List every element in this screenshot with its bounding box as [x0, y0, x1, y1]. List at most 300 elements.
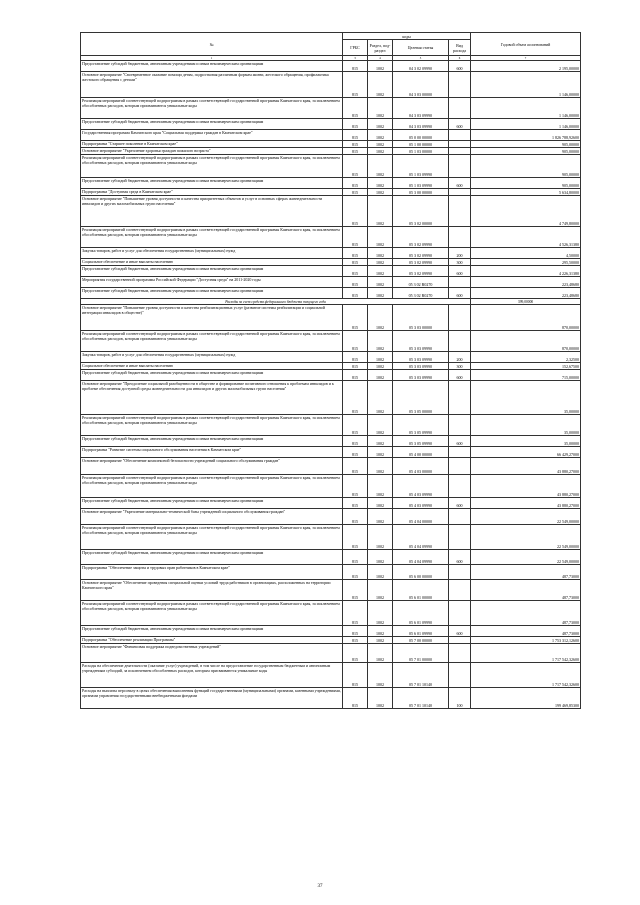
vid-cell [449, 509, 471, 525]
amount-cell: 4 526,31380 [471, 227, 581, 248]
table-row [81, 72, 581, 98]
amount-cell: 1 717 542,32600 [471, 663, 581, 688]
name-cell: Подпрограмма "Обеспечение реализации Программы" [81, 637, 343, 644]
target-cell: 05 0 00 00000 [393, 130, 449, 141]
table-row [81, 155, 581, 178]
razdel-cell: 1002 [368, 580, 393, 601]
table-row [81, 580, 581, 601]
razdel-cell: 1002 [368, 259, 393, 266]
razdel-cell: 1002 [368, 130, 393, 141]
header-num: 1 [81, 56, 343, 61]
table-row [81, 331, 581, 352]
amount-cell: 66 429,27000 [471, 447, 581, 458]
target-cell: 05 7 01 10140 [393, 663, 449, 688]
table-row [81, 141, 581, 148]
target-cell: 05 4 03 09990 [393, 498, 449, 509]
grbs-cell: 815 [343, 436, 368, 447]
amount-cell: 152,67500 [471, 363, 581, 370]
table-row [81, 288, 581, 299]
header-codes: коды [343, 33, 471, 40]
amount-cell: 35,00000 [471, 436, 581, 447]
grbs-cell: 815 [343, 248, 368, 259]
table-row [81, 148, 581, 155]
amount-cell: 223,48680 [471, 288, 581, 299]
amount-cell: 870,00000 [471, 305, 581, 331]
name-cell: Предоставление субсидий бюджетным, автономным учреждениям и иным некоммерческим организациям [81, 61, 343, 72]
vid-cell [449, 277, 471, 288]
amount-cell: 905,00000 [471, 155, 581, 178]
amount-cell: 905,00000 [471, 141, 581, 148]
name-cell: Предоставление субсидий бюджетным, автономным учреждениям и иным некоммерческим организациям [81, 266, 343, 277]
razdel-cell: 1002 [368, 72, 393, 98]
name-cell: Основное мероприятие "Преодоление социальной разобщенности в обществе и формирование позитивного отношения к проблемам инвалидов и к проблеме обеспечения доступной среды жизнедеятельности для инвалидов и других маломобильных групп населения" [81, 381, 343, 415]
table-row [81, 370, 581, 381]
name-cell: Подпрограмма "Обеспечение защиты и трудовых прав работников в Камчатском крае" [81, 565, 343, 580]
vid-cell [449, 381, 471, 415]
razdel-cell: 1002 [368, 475, 393, 498]
table-row [81, 436, 581, 447]
razdel-cell: 1002 [368, 565, 393, 580]
target-cell: 05 4 04 09990 [393, 550, 449, 565]
target-cell: 05 6 00 00000 [393, 565, 449, 580]
grbs-cell: 815 [343, 498, 368, 509]
target-cell: 05 3 03 00000 [393, 305, 449, 331]
razdel-cell: 1002 [368, 601, 393, 626]
name-cell: Основное мероприятие "Повышение уровня доступности и качества реабилитационных услуг (развитие системы реабилитации и социальной интеграции инвалидов в обществе)" [81, 305, 343, 331]
name-cell: Основное мероприятие "Укрепление здоровья граждан пожилого возраста" [81, 148, 343, 155]
table-row [81, 98, 581, 119]
razdel-cell: 1002 [368, 119, 393, 130]
target-cell: 05 3 03 09990 [393, 363, 449, 370]
razdel-cell: 1002 [368, 288, 393, 299]
target-cell: 05 1 03 09990 [393, 155, 449, 178]
grbs-cell: 815 [343, 644, 368, 663]
table-row [81, 447, 581, 458]
header-grbs: ГРБС [343, 40, 368, 56]
razdel-cell: 1002 [368, 148, 393, 155]
name-cell: Закупка товаров, работ и услуг для обеспечения государственных (муниципальных) нужд [81, 352, 343, 363]
target-cell: 05 3 03 09990 [393, 352, 449, 363]
amount-cell: 1 717 542,32600 [471, 644, 581, 663]
table-row [81, 601, 581, 626]
vid-cell: 100 [449, 688, 471, 709]
grbs-cell: 815 [343, 637, 368, 644]
name-cell: Расходы на выплаты персоналу в целях обеспечения выполнения функций государственными (муниципальными) органами, казенными учреждениями, органами управления государственными внебюджетными фондами [81, 688, 343, 709]
razdel-cell: 1002 [368, 626, 393, 637]
vid-cell [449, 155, 471, 178]
name-cell: Расходы на обеспечение деятельности (оказание услуг) учреждений, в том числе на предоставление государственным бюджетным и автономным учреждениям субсидий, за исключением обособленных расходов, которым присваиваются уникальные коды [81, 663, 343, 688]
razdel-cell: 1002 [368, 277, 393, 288]
table-row [81, 363, 581, 370]
amount-cell: 2,32500 [471, 352, 581, 363]
target-cell: 05 7 00 00000 [393, 637, 449, 644]
grbs-cell: 815 [343, 688, 368, 709]
table-row [81, 277, 581, 288]
amount-cell: 43 880,27000 [471, 458, 581, 475]
name-cell: Основное мероприятие "Финансовая поддержка подведомственных учреждений" [81, 644, 343, 663]
amount-cell: 199 469,85300 [471, 688, 581, 709]
razdel-cell: 1002 [368, 498, 393, 509]
vid-cell: 600 [449, 61, 471, 72]
target-cell: 05 4 04 09990 [393, 525, 449, 550]
grbs-cell: 815 [343, 458, 368, 475]
vid-cell: 600 [449, 370, 471, 381]
razdel-cell: 1002 [368, 266, 393, 277]
amount-cell: 4 749,80000 [471, 196, 581, 227]
vid-cell [449, 98, 471, 119]
vid-cell: 600 [449, 178, 471, 189]
grbs-cell: 815 [343, 259, 368, 266]
grbs-cell: 815 [343, 565, 368, 580]
target-cell: 05 1 03 00000 [393, 148, 449, 155]
target-cell: 04 3 02 09990 [393, 61, 449, 72]
target-cell: 05 3 02 09990 [393, 266, 449, 277]
target-cell: 05 3 03 09990 [393, 331, 449, 352]
name-cell: Реализация мероприятий соответствующей подпрограммы в рамках соответствующей государственной программы Камчатского края, за исключением обособленных расходов, которым присваиваются уникальные коды [81, 155, 343, 178]
target-cell: 05 7 01 00000 [393, 644, 449, 663]
vid-cell [449, 565, 471, 580]
grbs-cell: 815 [343, 98, 368, 119]
amount-cell: 487,73000 [471, 565, 581, 580]
table-row [81, 565, 581, 580]
razdel-cell: 1002 [368, 663, 393, 688]
table-row [81, 119, 581, 130]
table-row [81, 525, 581, 550]
razdel-cell: 1002 [368, 227, 393, 248]
grbs-cell: 815 [343, 525, 368, 550]
header-num: 4 [368, 56, 393, 61]
target-cell: 04 3 03 09990 [393, 98, 449, 119]
vid-cell [449, 305, 471, 331]
vid-cell: 300 [449, 259, 471, 266]
grbs-cell: 815 [343, 331, 368, 352]
vid-cell: 600 [449, 436, 471, 447]
target-cell: 05 3 02 R0270 [393, 277, 449, 288]
amount-cell: 487,73000 [471, 580, 581, 601]
grbs-cell: 815 [343, 72, 368, 98]
amount-cell: 43 880,27000 [471, 475, 581, 498]
vid-cell [449, 331, 471, 352]
header-num: 5 [393, 56, 449, 61]
name-cell: Реализация мероприятий соответствующей подпрограммы в рамках соответствующей государственной программы Камчатского края, за исключением обособленных расходов, которым присваиваются уникальные коды [81, 98, 343, 119]
amount-cell: 22 549,00000 [471, 525, 581, 550]
grbs-cell: 815 [343, 130, 368, 141]
vid-cell [449, 458, 471, 475]
amount-cell: 487,73000 [471, 626, 581, 637]
name-cell: Основное мероприятие "Своевременное оказание помощи детям, подростковая различным формам жизни, жестокого обращения, профилактика жестокого обращения с детьми" [81, 72, 343, 98]
table-row [81, 415, 581, 436]
target-cell: 05 3 02 09990 [393, 227, 449, 248]
name-cell: Основное мероприятие "Обеспечение проведения специальной оценки условий труда работников в организациях, расположенных на территории Камчатского края" [81, 580, 343, 601]
header-num: 3 [343, 56, 368, 61]
razdel-cell: 1002 [368, 509, 393, 525]
target-cell: 05 3 05 09990 [393, 415, 449, 436]
grbs-cell: 815 [343, 626, 368, 637]
razdel-cell: 1002 [368, 525, 393, 550]
table-row [81, 227, 581, 248]
table-header-row [81, 33, 581, 40]
amount-cell: 1 146,00000 [471, 72, 581, 98]
amount-cell: 35,00000 [471, 381, 581, 415]
amount-cell: 870,00000 [471, 331, 581, 352]
header-no: № [81, 33, 343, 56]
name-cell: Подпрограмма "Доступная среда в Камчатском крае" [81, 189, 343, 196]
name-cell: Государственная программа Камчатского края "Социальная поддержка граждан в Камчатском крае" [81, 130, 343, 141]
table-row [81, 381, 581, 415]
amount-cell: 905,00000 [471, 148, 581, 155]
grbs-cell: 815 [343, 663, 368, 688]
grbs-cell: 815 [343, 447, 368, 458]
grbs-cell: 815 [343, 148, 368, 155]
target-cell: 04 3 03 09990 [393, 119, 449, 130]
note-cell: Расходы за счет средств федерального бюджета текущего года [81, 299, 471, 305]
header-num: 6 [449, 56, 471, 61]
table-row [81, 637, 581, 644]
razdel-cell: 1002 [368, 458, 393, 475]
grbs-cell: 815 [343, 196, 368, 227]
vid-cell [449, 72, 471, 98]
table-row [81, 305, 581, 331]
amount-cell: 4 226,31380 [471, 266, 581, 277]
amount-cell: 22 549,00000 [471, 550, 581, 565]
name-cell: Реализация мероприятий соответствующей подпрограммы в рамках соответствующей государственной программы Камчатского края, за исключением обособленных расходов, которым присваиваются уникальные коды [81, 331, 343, 352]
grbs-cell: 815 [343, 189, 368, 196]
target-cell: 05 4 03 00000 [393, 458, 449, 475]
table-row [81, 663, 581, 688]
razdel-cell: 1002 [368, 363, 393, 370]
razdel-cell: 1002 [368, 381, 393, 415]
table-row [81, 189, 581, 196]
target-cell: 05 3 02 R0270 [393, 288, 449, 299]
vid-cell [449, 130, 471, 141]
grbs-cell: 815 [343, 601, 368, 626]
target-cell: 04 3 03 00000 [393, 72, 449, 98]
razdel-cell: 1002 [368, 189, 393, 196]
razdel-cell: 1002 [368, 61, 393, 72]
vid-cell [449, 601, 471, 626]
table-row [81, 352, 581, 363]
table-body [81, 61, 581, 709]
amount-cell: 4,50000 [471, 248, 581, 259]
razdel-cell: 1002 [368, 155, 393, 178]
razdel-cell: 1002 [368, 415, 393, 436]
name-cell: Предоставление субсидий бюджетным, автономным учреждениям и иным некоммерческим организациям [81, 370, 343, 381]
table-row [81, 509, 581, 525]
budget-table [80, 32, 581, 709]
amount-cell: 43 880,27000 [471, 498, 581, 509]
target-cell: 05 3 05 09990 [393, 436, 449, 447]
header-amount: Годовой объем ассигнований [471, 33, 581, 56]
table-row [81, 248, 581, 259]
grbs-cell: 815 [343, 178, 368, 189]
razdel-cell: 1002 [368, 331, 393, 352]
amount-cell: 295,50000 [471, 259, 581, 266]
vid-cell: 600 [449, 119, 471, 130]
vid-cell [449, 644, 471, 663]
razdel-cell: 1002 [368, 436, 393, 447]
grbs-cell: 815 [343, 119, 368, 130]
name-cell: Подпрограмма "Развитие системы социального обслуживания населения в Камчатском крае" [81, 447, 343, 458]
vid-cell [449, 148, 471, 155]
grbs-cell: 815 [343, 61, 368, 72]
razdel-cell: 1002 [368, 305, 393, 331]
amount-cell: 1 146,00000 [471, 119, 581, 130]
grbs-cell: 815 [343, 550, 368, 565]
target-cell: 05 6 01 09990 [393, 601, 449, 626]
grbs-cell: 815 [343, 580, 368, 601]
table-row [81, 644, 581, 663]
target-cell: 05 6 01 09990 [393, 626, 449, 637]
grbs-cell: 815 [343, 277, 368, 288]
vid-cell: 200 [449, 248, 471, 259]
name-cell: Предоставление субсидий бюджетным, автономным учреждениям и иным некоммерческим организациям [81, 288, 343, 299]
vid-cell: 200 [449, 352, 471, 363]
grbs-cell: 815 [343, 227, 368, 248]
vid-cell: 600 [449, 626, 471, 637]
grbs-cell: 815 [343, 155, 368, 178]
vid-cell: 600 [449, 288, 471, 299]
header-num: 7 [471, 56, 581, 61]
name-cell: Социальное обеспечение и иные выплаты населению [81, 363, 343, 370]
table-row [81, 475, 581, 498]
name-cell: Реализация мероприятий соответствующей подпрограммы в рамках соответствующей государственной программы Камчатского края, за исключением обособленных расходов, которым присваиваются уникальные коды [81, 227, 343, 248]
vid-cell [449, 580, 471, 601]
amount-cell: 1 753 312,12600 [471, 637, 581, 644]
name-cell: Основное мероприятие "Укрепление материально-технической базы учреждений социального обслуживания граждан" [81, 509, 343, 525]
razdel-cell: 1002 [368, 447, 393, 458]
amount-cell: 22 549,00000 [471, 509, 581, 525]
table-row [81, 130, 581, 141]
name-cell: Предоставление субсидий бюджетным, автономным учреждениям и иным некоммерческим организациям [81, 178, 343, 189]
name-cell: Предоставление субсидий бюджетным, автономным учреждениям и иным некоммерческим организациям [81, 550, 343, 565]
table-row [81, 458, 581, 475]
razdel-cell: 1002 [368, 352, 393, 363]
vid-cell [449, 189, 471, 196]
name-cell: Мероприятия государственной программы Российской Федерации "Доступная среда" на 2011-2020 годы [81, 277, 343, 288]
name-cell: Реализация мероприятий соответствующей подпрограммы в рамках соответствующей государственной программы Камчатского края, за исключением обособленных расходов, которым присваиваются уникальные коды [81, 601, 343, 626]
name-cell: Основное мероприятие "Повышение уровня доступности и качества приоритетных объектов и услуг в основных сферах жизнедеятельности инвалидов и других маломобильных групп населения" [81, 196, 343, 227]
table-row [81, 688, 581, 709]
razdel-cell: 1002 [368, 248, 393, 259]
vid-cell: 300 [449, 363, 471, 370]
amount-cell: 35,00000 [471, 415, 581, 436]
vid-cell [449, 415, 471, 436]
target-cell: 05 7 01 10140 [393, 688, 449, 709]
razdel-cell: 1002 [368, 644, 393, 663]
target-cell: 05 1 00 00000 [393, 141, 449, 148]
target-cell: 05 4 00 00000 [393, 447, 449, 458]
amount-cell: 5 634,80000 [471, 189, 581, 196]
razdel-cell: 1002 [368, 196, 393, 227]
target-cell: 05 3 02 00000 [393, 196, 449, 227]
grbs-cell: 815 [343, 141, 368, 148]
vid-cell [449, 196, 471, 227]
name-cell: Закупка товаров, работ и услуг для обеспечения государственных (муниципальных) нужд [81, 248, 343, 259]
table-row [81, 259, 581, 266]
header-razdel: Раздел, под-раздел [368, 40, 393, 56]
target-cell: 05 4 03 09990 [393, 475, 449, 498]
razdel-cell: 1002 [368, 370, 393, 381]
grbs-cell: 815 [343, 509, 368, 525]
name-cell: Реализация мероприятий соответствующей подпрограммы в рамках соответствующей государственной программы Камчатского края, за исключением обособленных расходов, которым присваиваются уникальные коды [81, 475, 343, 498]
name-cell: Реализация мероприятий соответствующей подпрограммы в рамках соответствующей государственной программы Камчатского края, за исключением обособленных расходов, которым присваиваются уникальные коды [81, 415, 343, 436]
razdel-cell: 1002 [368, 98, 393, 119]
amount-cell: 1 826 788,92600 [471, 130, 581, 141]
grbs-cell: 815 [343, 266, 368, 277]
table-row [81, 61, 581, 72]
table-row [81, 196, 581, 227]
grbs-cell: 815 [343, 475, 368, 498]
vid-cell: 600 [449, 550, 471, 565]
amount-cell: 715,00000 [471, 370, 581, 381]
razdel-cell: 1002 [368, 550, 393, 565]
vid-cell [449, 663, 471, 688]
name-cell: Основное мероприятие "Обеспечение комплексной безопасности учреждений социального обслуживания граждан" [81, 458, 343, 475]
amount-cell: 223,48680 [471, 277, 581, 288]
name-cell: Подпрограмма "Старшее поколение в Камчатском крае" [81, 141, 343, 148]
target-cell: 05 1 03 09990 [393, 178, 449, 189]
name-cell: Предоставление субсидий бюджетным, автономным учреждениям и иным некоммерческим организациям [81, 119, 343, 130]
target-cell: 05 3 05 00000 [393, 381, 449, 415]
target-cell: 05 3 02 09990 [393, 259, 449, 266]
target-cell: 05 3 02 09990 [393, 248, 449, 259]
amount-cell: 1 146,00000 [471, 98, 581, 119]
table-row [81, 178, 581, 189]
target-cell: 05 4 04 00000 [393, 509, 449, 525]
vid-cell: 600 [449, 266, 471, 277]
target-cell: 05 3 00 00000 [393, 189, 449, 196]
name-cell: Предоставление субсидий бюджетным, автономным учреждениям и иным некоммерческим организациям [81, 626, 343, 637]
name-cell: Предоставление субсидий бюджетным, автономным учреждениям и иным некоммерческим организациям [81, 498, 343, 509]
target-cell: 05 6 01 00000 [393, 580, 449, 601]
table-row [81, 626, 581, 637]
header-target: Целевая статья [393, 40, 449, 56]
document-page [80, 32, 580, 709]
grbs-cell: 815 [343, 415, 368, 436]
grbs-cell: 815 [343, 305, 368, 331]
vid-cell [449, 141, 471, 148]
amount-cell: 487,73000 [471, 601, 581, 626]
razdel-cell: 1002 [368, 178, 393, 189]
name-cell: Предоставление субсидий бюджетным, автономным учреждениям и иным некоммерческим организациям [81, 436, 343, 447]
vid-cell [449, 227, 471, 248]
vid-cell: 600 [449, 498, 471, 509]
razdel-cell: 1002 [368, 637, 393, 644]
vid-cell [449, 447, 471, 458]
grbs-cell: 815 [343, 381, 368, 415]
page-number: 37 [317, 884, 323, 889]
header-vid: Вид расхода [449, 40, 471, 56]
vid-cell [449, 525, 471, 550]
target-cell: 05 3 03 09990 [393, 370, 449, 381]
razdel-cell: 1002 [368, 688, 393, 709]
vid-cell [449, 475, 471, 498]
grbs-cell: 815 [343, 363, 368, 370]
grbs-cell: 815 [343, 370, 368, 381]
name-cell: Социальное обеспечение и иные выплаты населению [81, 259, 343, 266]
table-row [81, 498, 581, 509]
grbs-cell: 815 [343, 288, 368, 299]
name-cell: Реализация мероприятий соответствующей подпрограммы в рамках соответствующей государственной программы Камчатского края, за исключением обособленных расходов, которым присваиваются уникальные коды [81, 525, 343, 550]
table-row [81, 266, 581, 277]
table-row [81, 550, 581, 565]
grbs-cell: 815 [343, 352, 368, 363]
amount-cell: 905,00000 [471, 178, 581, 189]
amount-cell: 2 195,00000 [471, 61, 581, 72]
vid-cell [449, 637, 471, 644]
razdel-cell: 1002 [368, 141, 393, 148]
amount-cell: 399,00000 [471, 299, 581, 305]
